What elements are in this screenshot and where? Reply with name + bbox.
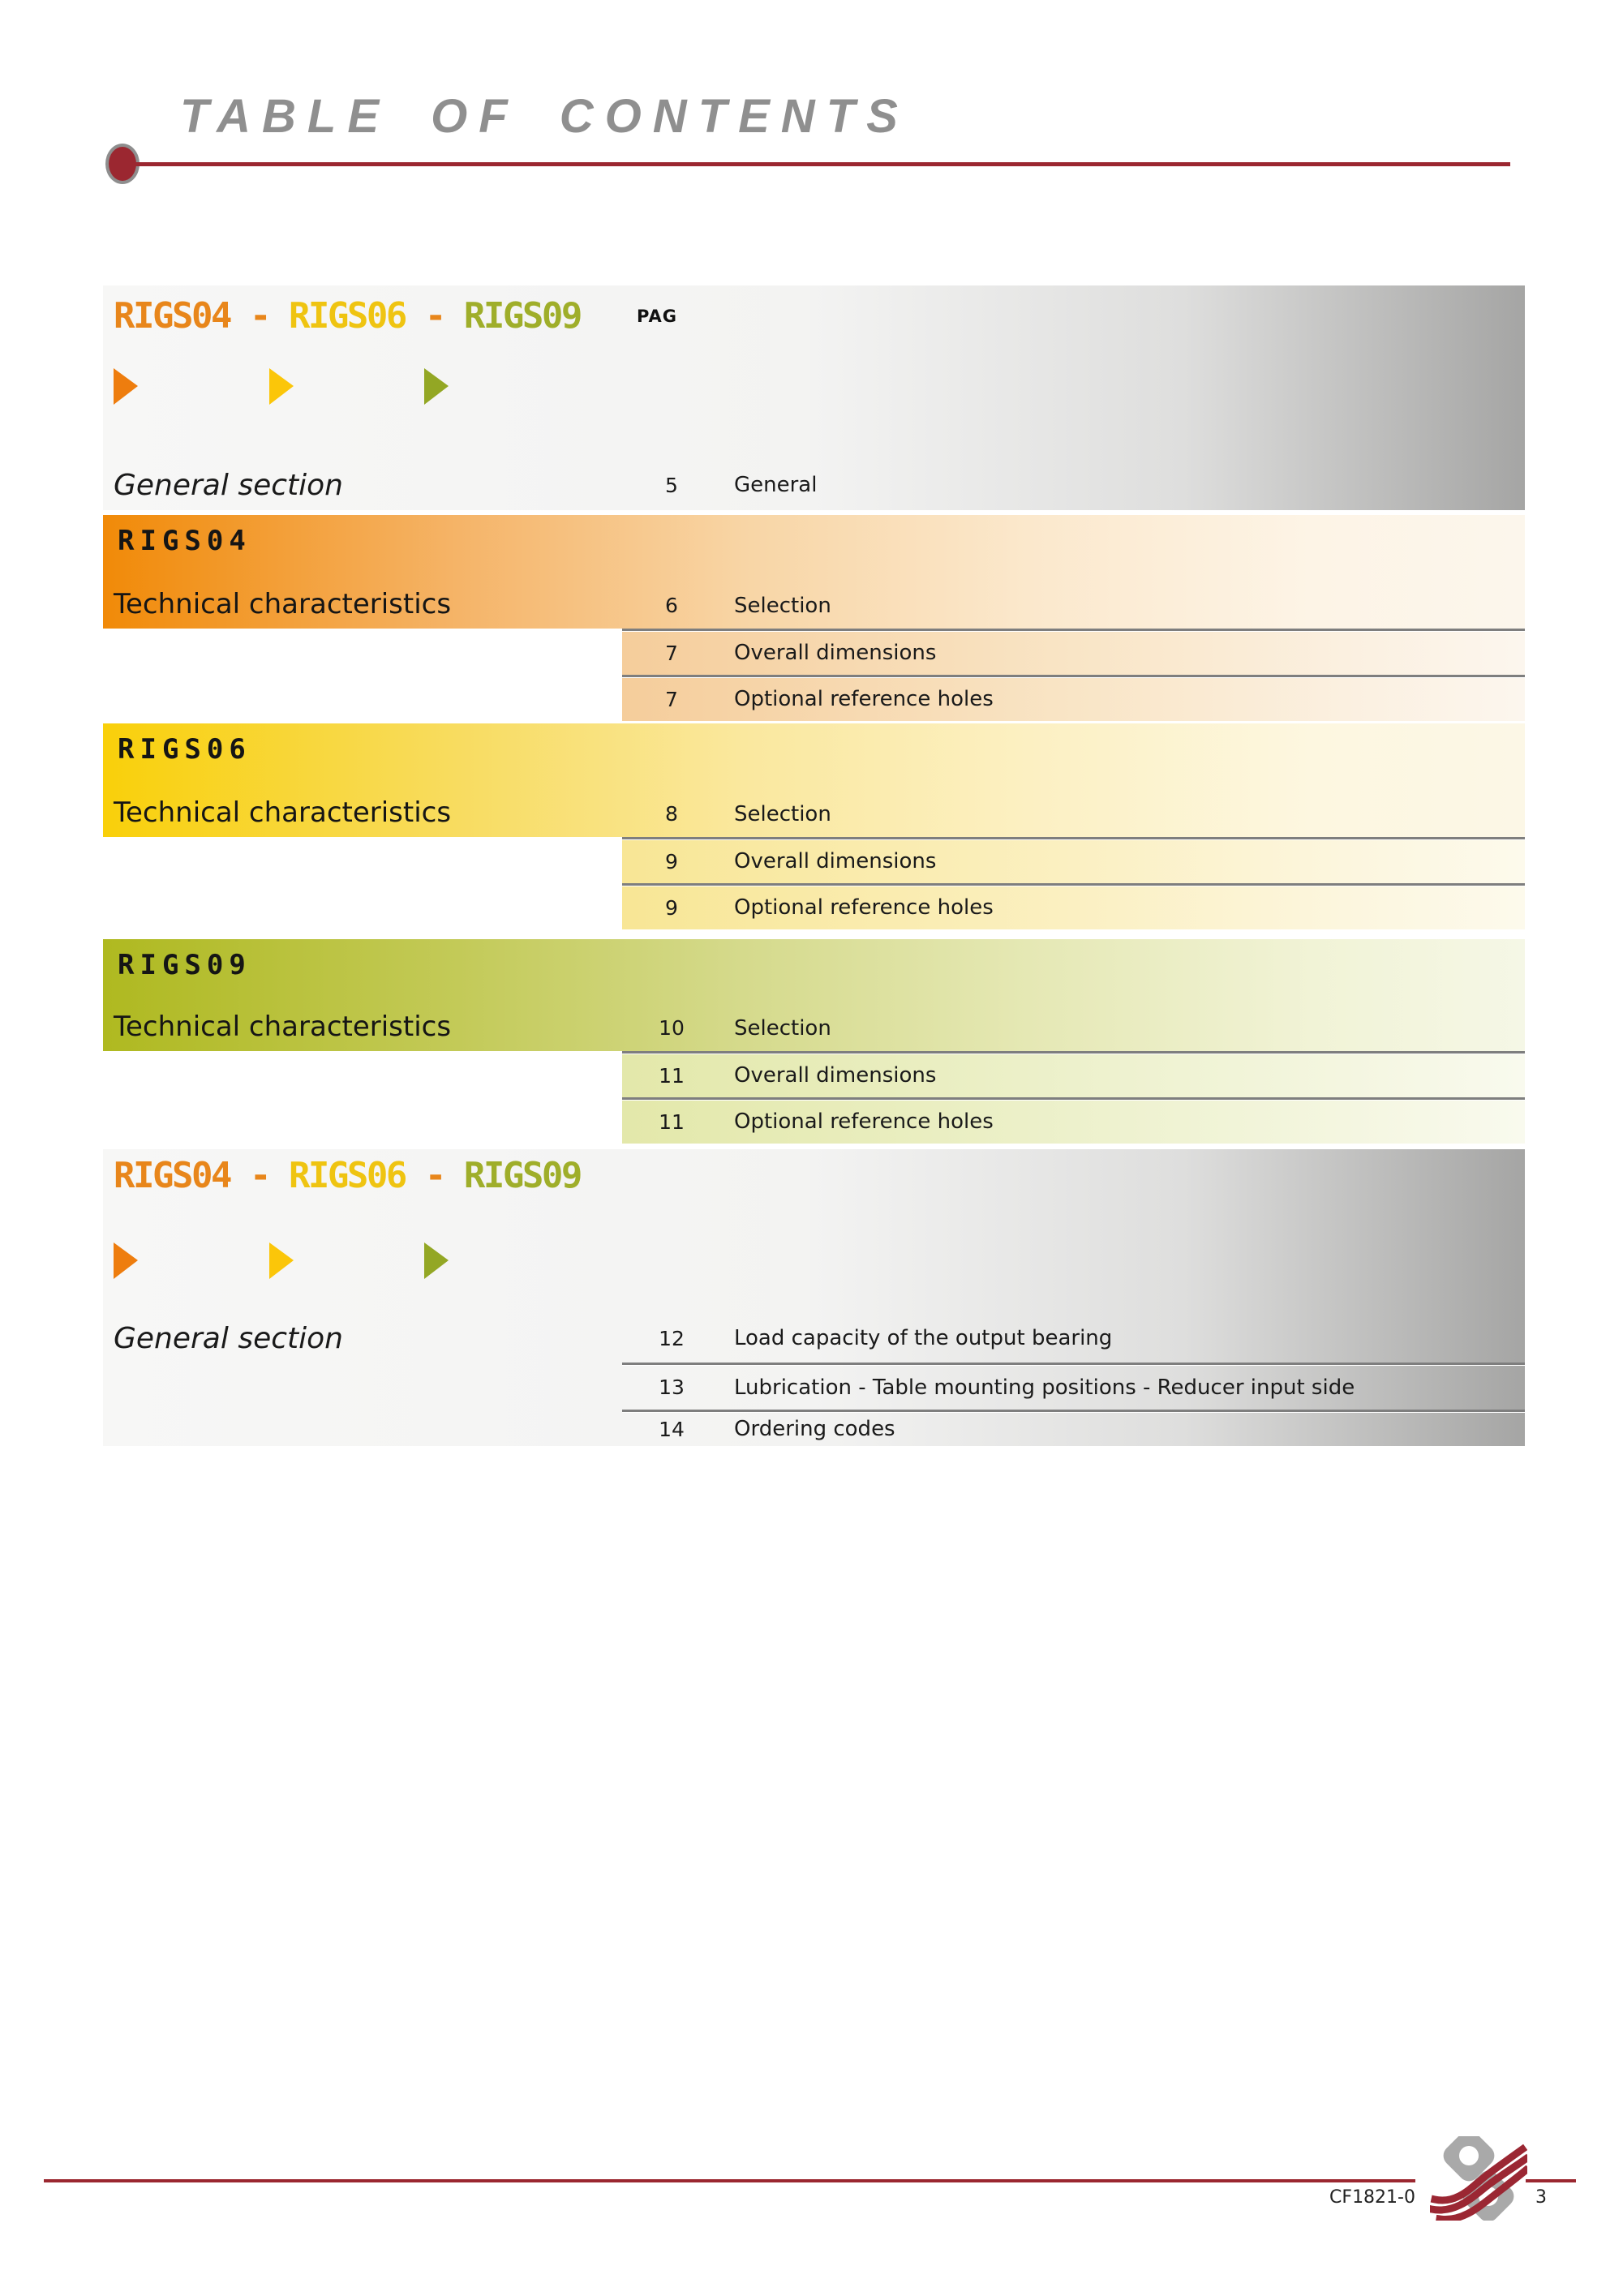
series-title-sep: - [230,1155,289,1196]
series-title-rigs06: RIGS06 [288,295,406,337]
play-arrow-olive-icon [424,1242,449,1279]
toc-entry-title: Overall dimensions [734,1063,937,1088]
series-title-rigs09: RIGS09 [463,295,581,337]
toc-entry[interactable] [622,1412,1525,1446]
toc-entry[interactable] [622,1314,1525,1363]
rigs04-banner [103,515,1525,629]
toc-entry[interactable] [622,1100,1525,1144]
series-title-rigs06: RIGS06 [288,1155,406,1196]
toc-entry[interactable] [622,677,1525,721]
footer-rule [44,2179,1415,2182]
page-column-header: PAG [637,307,677,326]
section-rigs04 [103,515,1525,721]
toc-entry[interactable] [622,631,1525,675]
toc-entry-page: 7 [665,687,678,711]
toc-entry-title: Selection [734,593,831,618]
section-general-bottom [103,1149,1525,1446]
toc-entry[interactable] [622,460,1525,510]
series-title-rigs09: RIGS09 [463,1155,581,1196]
toc-entry-page: 11 [659,1063,685,1088]
toc-row [103,837,1525,883]
series-title [114,1155,581,1196]
toc-entry-page: 9 [665,895,678,920]
play-arrow-orange-icon [114,1242,138,1279]
company-logo-icon [1430,2136,1527,2221]
toc-row [103,1410,1525,1446]
rigs06-subtitle: Technical characteristics [114,796,452,829]
toc-row [103,883,1525,929]
series-title-sep: - [405,295,464,337]
toc-row [103,1097,1525,1144]
toc-entry-title: Lubrication - Table mounting positions - Reducer input side [734,1375,1355,1400]
play-arrow-orange-icon [114,368,138,405]
toc-entry-title: Selection [734,801,831,826]
toc-entry-title: Overall dimensions [734,641,937,665]
toc-entry-title: Load capacity of the output bearing [734,1326,1113,1350]
rigs04-title: RIGS04 [118,525,251,557]
series-title-rigs04: RIGS04 [114,295,230,337]
toc-entry[interactable] [622,582,1525,629]
section-label: General section [114,468,343,502]
toc-entry[interactable] [622,886,1525,929]
toc-entry-title: Optional reference holes [734,895,994,920]
toc-entry-page: 5 [665,473,678,497]
toc-row [103,1051,1525,1097]
toc-entry-page: 7 [665,641,678,665]
toc-row [103,675,1525,721]
page-title: TABLE OF CONTENTS [180,90,909,143]
toc-entry-title: Optional reference holes [734,1109,994,1134]
series-title-rigs04: RIGS04 [114,1155,230,1196]
section-label: General section [114,1321,343,1355]
toc-entry-page: 9 [665,849,678,873]
toc-entry-page: 6 [665,594,678,617]
play-arrow-yellow-icon [269,1242,294,1279]
toc-entry-title: Ordering codes [734,1417,895,1441]
toc-entry[interactable] [622,1005,1525,1051]
rigs09-subtitle: Technical characteristics [114,1011,452,1043]
toc-entry-page: 14 [659,1417,685,1441]
series-title [114,295,581,337]
series-title-sep: - [405,1155,464,1196]
play-arrow-olive-icon [424,368,449,405]
toc-row [103,460,1525,510]
toc-entry[interactable] [622,1054,1525,1097]
section-rigs06 [103,723,1525,929]
play-arrow-yellow-icon [269,368,294,405]
series-title-sep: - [230,295,289,337]
toc-row [103,1363,1525,1410]
page-number: 3 [1535,2187,1547,2208]
section-rigs09 [103,939,1525,1144]
toc-entry-page: 10 [659,1016,685,1040]
document-code: CF1821-0 [1329,2187,1415,2208]
header-rule [123,162,1510,166]
rigs06-banner [103,723,1525,837]
toc-entry-page: 11 [659,1109,685,1134]
toc-entry-page: 8 [665,802,678,826]
toc-entry-title: Optional reference holes [734,687,994,711]
toc-entry-title: Selection [734,1015,831,1041]
toc-entry-page: 12 [659,1326,685,1350]
section-general-top [103,285,1525,510]
toc-entry[interactable] [622,1365,1525,1410]
toc-row [103,1314,1525,1363]
toc-entry-title: Overall dimensions [734,849,937,873]
toc-row [103,629,1525,675]
toc-entry[interactable] [622,791,1525,837]
rigs04-subtitle: Technical characteristics [114,588,452,620]
toc-entry-page: 13 [659,1375,685,1399]
rigs06-title: RIGS06 [118,733,251,766]
footer-rule [1526,2179,1576,2182]
toc-entry-title: General [734,473,818,497]
rigs09-title: RIGS09 [118,949,251,981]
toc-entry[interactable] [622,839,1525,883]
rigs09-banner [103,939,1525,1051]
